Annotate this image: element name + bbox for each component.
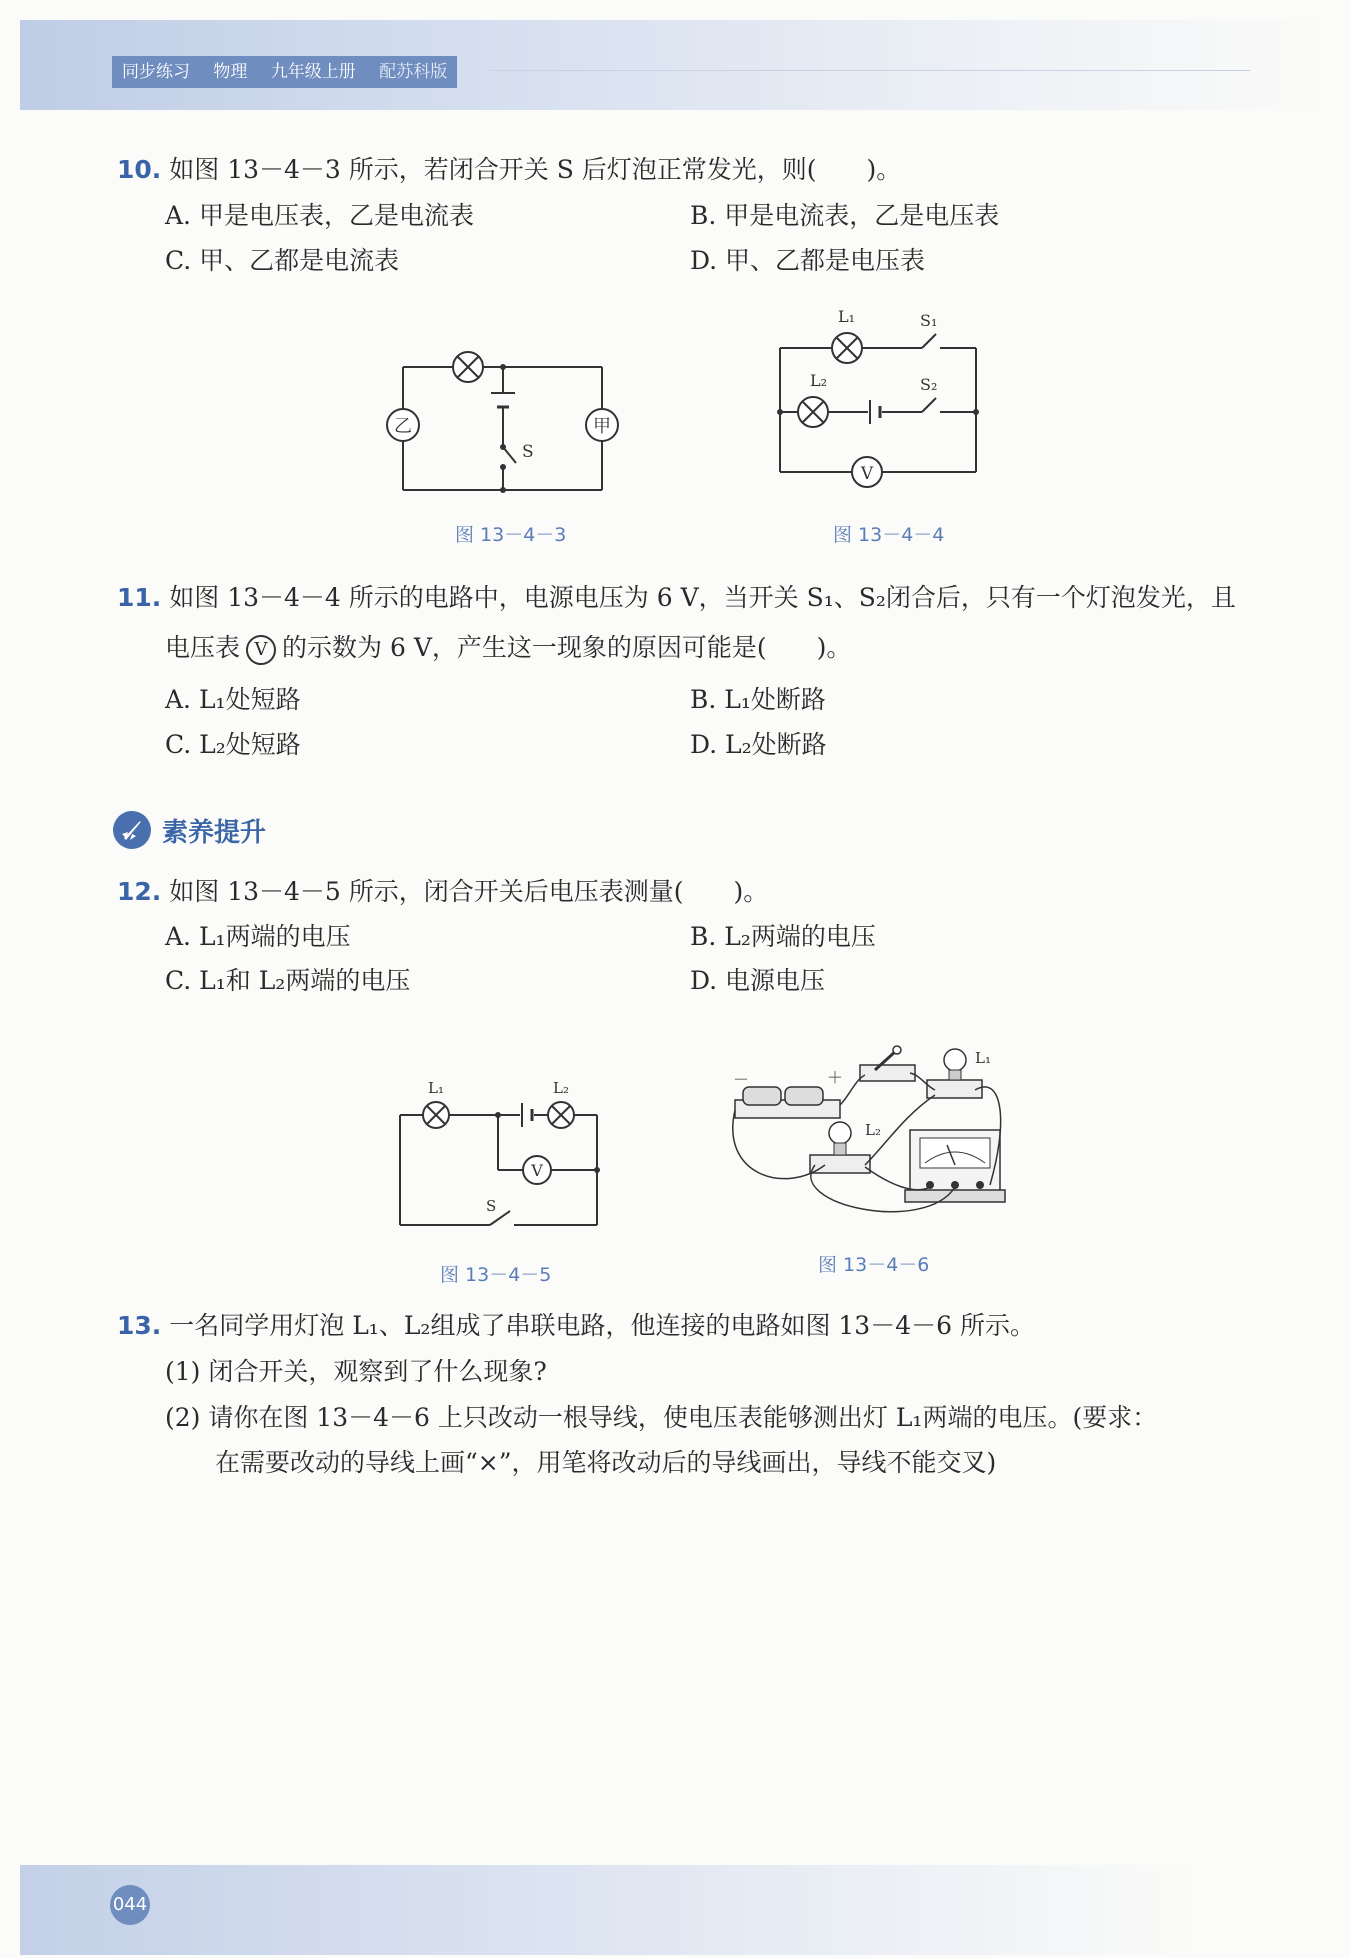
footer-band (20, 1865, 1330, 1955)
figure-13-4-3 (370, 335, 630, 510)
header-rule (490, 70, 1250, 71)
q10-option-d: D. 甲、乙都是电压表 (690, 246, 926, 275)
q11-option-d: D. L₂处断路 (690, 730, 827, 759)
q12-option-d: D. 电源电压 (690, 966, 826, 995)
voltmeter-label: V (860, 464, 874, 484)
question-stem-line2b: 的示数为 6 V，产生这一现象的原因可能是( )。 (282, 633, 852, 662)
switch-label: S (486, 1197, 497, 1215)
section-heading (112, 810, 267, 850)
question-10 (117, 150, 901, 186)
question-stem-line2a: 电压表 (165, 633, 241, 662)
header-tab (112, 56, 457, 88)
q10-option-b: B. 甲是电流表，乙是电压表 (690, 201, 1000, 230)
q11-option-a: A. L₁处短路 (165, 685, 301, 714)
battery-holder (733, 1068, 843, 1118)
l2-label: L₂ (865, 1121, 881, 1139)
battery-symbol (491, 393, 515, 407)
voltmeter-symbol: V (246, 635, 276, 665)
rocket-icon (112, 810, 152, 850)
battery-symbol (522, 1103, 532, 1127)
q11-option-b: B. L₁处断路 (690, 685, 826, 714)
meter-yi-label: 乙 (394, 416, 412, 437)
figure-13-4-6 (725, 1035, 1025, 1235)
s1-label: S₁ (920, 311, 938, 330)
figure-caption: 图 13－4－3 (455, 524, 567, 546)
meter-jia (586, 409, 618, 441)
figure-13-4-4 (760, 300, 1000, 500)
voltmeter-label: V (531, 1161, 543, 1180)
meter-yi (387, 409, 419, 441)
question-11 (117, 578, 1236, 614)
page-number: 044 (110, 1885, 150, 1925)
question-stem: 一名同学用灯泡 L₁、L₂组成了串联电路，他连接的电路如图 13－4－6 所示。 (169, 1311, 1035, 1340)
figure-caption: 图 13－4－5 (440, 1264, 552, 1286)
minus-label: － (733, 1070, 750, 1089)
lamp-l1 (832, 333, 862, 363)
knife-switch (860, 1046, 915, 1081)
question-stem: 如图 13－4－5 所示，闭合开关后电压表测量( )。 (169, 877, 769, 906)
header-subject: 物理 (213, 62, 248, 82)
switch-label: S (522, 442, 534, 462)
q13-subquestion-2: (2) 请你在图 13－4－6 上只改动一根导线，使电压表能够测出灯 L₁两端的电压。(要求： (165, 1403, 1158, 1432)
l1-label: L₁ (428, 1079, 444, 1097)
header-edition: 配苏科版 (379, 62, 448, 82)
lamp-symbol (453, 352, 483, 382)
l2-label: L₂ (810, 371, 828, 390)
question-number: 12. (117, 877, 162, 906)
meter-jia-label: 甲 (593, 416, 611, 437)
question-number: 11. (117, 583, 162, 612)
lamp-l1 (423, 1102, 449, 1128)
voltmeter-device (905, 1130, 1005, 1202)
l1-label: L₁ (838, 307, 856, 326)
header-series: 同步练习 (122, 62, 190, 82)
q10-option-c: C. 甲、乙都是电流表 (165, 246, 400, 275)
question-13 (117, 1306, 1035, 1342)
question-11-line2 (165, 628, 851, 665)
bulb-l1 (927, 1049, 991, 1098)
q11-option-c: C. L₂处短路 (165, 730, 301, 759)
q10-option-a: A. 甲是电压表，乙是电流表 (165, 201, 474, 230)
question-number: 13. (117, 1311, 162, 1340)
lamp-l2 (798, 397, 828, 427)
question-12 (117, 872, 768, 908)
header-grade: 九年级上册 (270, 62, 356, 82)
l1-label: L₁ (975, 1049, 991, 1067)
s2-label: S₂ (920, 375, 938, 394)
battery-symbol (870, 400, 880, 424)
question-stem-line1: 如图 13－4－4 所示的电路中，电源电压为 6 V，当开关 S₁、S₂闭合后，只有一个灯泡发光，且 (169, 583, 1236, 612)
q12-option-b: B. L₂两端的电压 (690, 922, 876, 951)
question-stem: 如图 13－4－3 所示，若闭合开关 S 后灯泡正常发光，则( )。 (169, 155, 902, 184)
figure-caption: 图 13－4－6 (818, 1254, 930, 1276)
q12-option-a: A. L₁两端的电压 (165, 922, 351, 951)
voltmeter (523, 1156, 551, 1184)
figure-13-4-5 (390, 1065, 620, 1235)
voltmeter (852, 457, 882, 487)
l2-label: L₂ (553, 1079, 569, 1097)
lamp-l2 (548, 1102, 574, 1128)
figure-caption: 图 13－4－4 (833, 524, 945, 546)
question-number: 10. (117, 155, 162, 184)
q13-subquestion-1: (1) 闭合开关，观察到了什么现象? (165, 1357, 547, 1386)
plus-label: ＋ (827, 1068, 844, 1087)
bulb-l2 (810, 1121, 881, 1173)
q12-option-c: C. L₁和 L₂两端的电压 (165, 966, 411, 995)
section-title: 素养提升 (162, 818, 267, 848)
q13-subquestion-2-cont: 在需要改动的导线上画“×”，用笔将改动后的导线画出，导线不能交叉) (215, 1448, 997, 1477)
